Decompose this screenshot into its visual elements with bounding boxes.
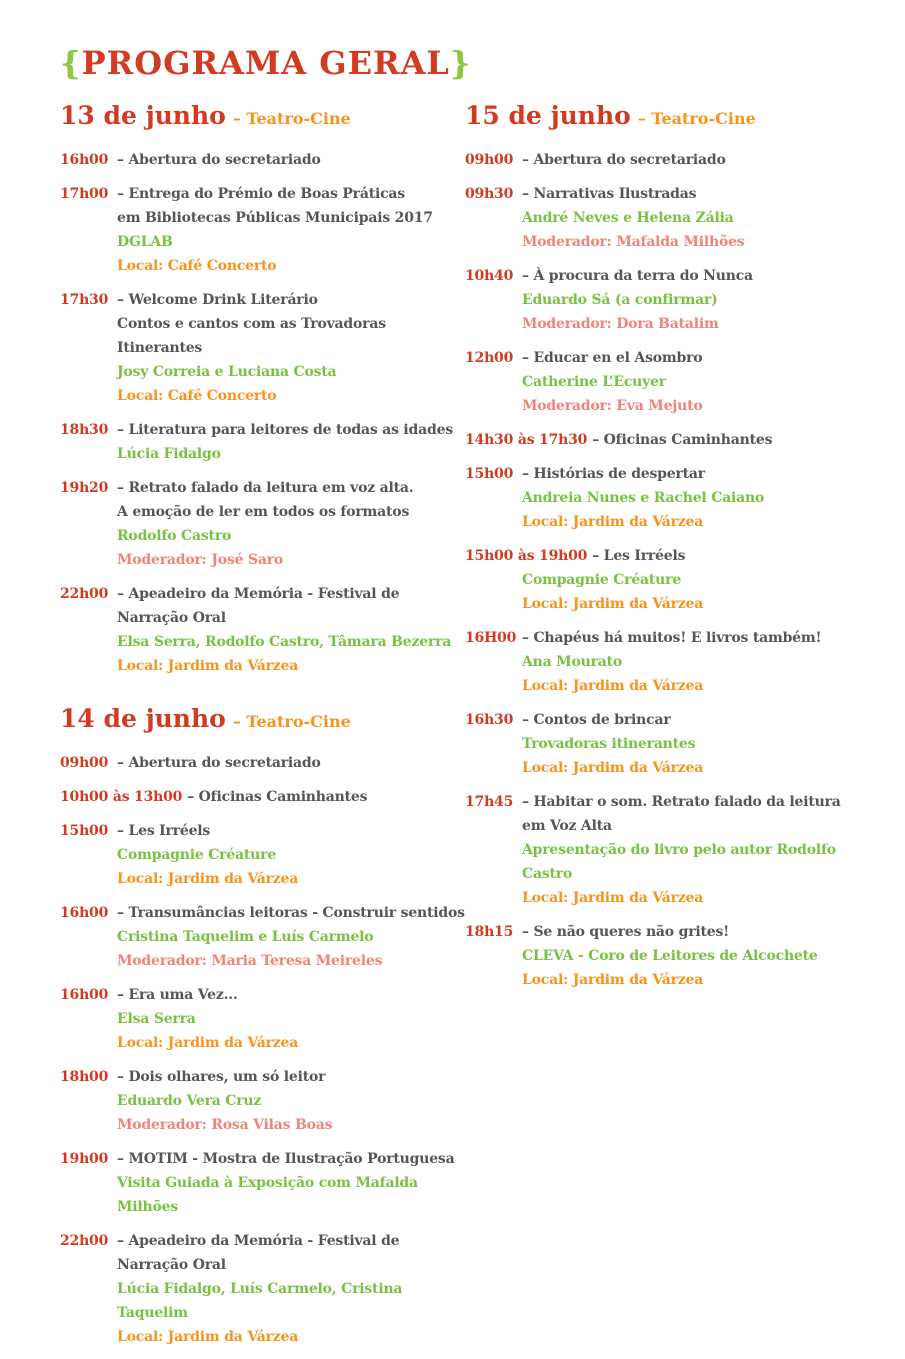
entry-line-text: Compagnie Créature [522,572,682,589]
entry-line [60,1229,465,1277]
entry-line [60,182,465,206]
entry-time: 12h00 [465,350,514,367]
brace-open: { [60,44,82,82]
entry-lines [465,428,885,452]
entry-lines [465,182,885,254]
entry-line [117,206,465,230]
entry-line-text: Rodolfo Castro [117,528,232,545]
schedule-entry [465,626,885,698]
entry-line [522,568,885,592]
entry-line [465,428,885,452]
day-venue: – Teatro-Cine [232,712,351,732]
entry-time: 22h00 [60,586,109,603]
entry-line [522,968,885,992]
entry-line [465,346,885,370]
entry-time: 16h00 [60,987,109,1004]
entry-line-text: Local: Jardim da Várzea [117,1035,299,1052]
entry-line [117,254,465,278]
entry-lines [465,708,885,780]
entry-line [117,843,465,867]
entry-time: 10h00 às 13h00 [60,789,183,806]
entry-line-text: Catherine L’Ecuyer [522,374,666,391]
entry-line [465,462,885,486]
entry-line-text: – MOTIM - Mostra de Ilustração Portuguesa [117,1151,455,1168]
entry-line [117,1277,465,1325]
schedule-entry [60,751,465,775]
entry-lines [60,983,465,1055]
entry-line-text: – Les Irréels [117,823,211,840]
entry-line-text: Local: Jardim da Várzea [117,658,299,675]
entry-line [522,288,885,312]
schedule-entry [465,264,885,336]
schedule-entry [60,418,465,466]
entry-time: 18h30 [60,422,109,439]
entry-line-text: Local: Jardim da Várzea [117,871,299,888]
entry-line [522,944,885,968]
entry-line [522,756,885,780]
day-date: 13 de junho [60,101,226,131]
entry-time: 16h30 [465,712,514,729]
entry-line [522,814,885,838]
entry-line-text: Local: Café Concerto [117,258,277,275]
entry-line-text: Cristina Taquelim e Luís Carmelo [117,929,374,946]
entry-line [60,476,465,500]
entry-lines [465,790,885,910]
entry-line-text: Josy Correia e Luciana Costa [117,364,337,381]
page-title [60,46,885,81]
schedule-entry [60,148,465,172]
entry-line-text: André Neves e Helena Zália [522,210,734,227]
entry-time: 18h00 [60,1069,109,1086]
entry-lines [60,582,465,678]
entry-line-text: Local: Jardim da Várzea [522,596,704,613]
schedule-entry [60,1229,465,1349]
entry-lines [60,901,465,973]
entry-time: 17h30 [60,292,109,309]
entry-time: 17h45 [465,794,514,811]
entry-line-text: Local: Café Concerto [117,388,277,405]
entry-line [117,1089,465,1113]
entry-lines [465,626,885,698]
brace-close: } [449,44,472,82]
day-venue: – Teatro-Cine [637,109,756,129]
entry-line [60,819,465,843]
entry-line-text: Trovadoras itinerantes [522,736,696,753]
entry-line-text: – Chapéus há muitos! E livros também! [522,630,822,647]
entry-line [117,1031,465,1055]
entry-list [60,148,465,678]
entry-line-text: Moderador: Maria Teresa Meireles [117,953,383,970]
entry-line-text: – À procura da terra do Nunca [522,268,753,285]
schedule-entry [465,346,885,418]
entry-line-text: Ana Mourato [522,654,623,671]
entry-line-text: – Habitar o som. Retrato falado da leitura [522,794,841,811]
entry-line-text: Moderador: Eva Mejuto [522,398,703,415]
day-date: 14 de junho [60,704,226,734]
entry-line-text: Local: Jardim da Várzea [522,760,704,777]
entry-time: 15h00 [60,823,109,840]
entry-line-text: Local: Jardim da Várzea [522,890,704,907]
schedule-entry [465,790,885,910]
schedule-entry [60,288,465,408]
entry-time: 15h00 [465,466,514,483]
entry-lines [60,1065,465,1137]
schedule-entry [465,148,885,172]
entry-lines [465,462,885,534]
schedule-entry [60,1147,465,1219]
entry-lines [465,148,885,172]
entry-line [522,370,885,394]
entry-line-text: Eduardo Vera Cruz [117,1093,262,1110]
entry-line [60,1065,465,1089]
entry-line-text: Lúcia Fidalgo, Luís Carmelo, Cristina Taquelim [117,1281,403,1322]
entry-line-text: – Era uma Vez... [117,987,238,1004]
entry-line-text: Visita Guiada à Exposição com Mafalda Milhões [117,1175,418,1216]
entry-line-text: – Les Irréels [592,548,686,565]
entry-line [117,630,465,654]
entry-lines [60,751,465,775]
schedule-column-left [60,101,465,1359]
schedule-entry [465,428,885,452]
entry-lines [60,182,465,278]
entry-line-text: Apresentação do livro pelo autor Rodolfo Castro [522,842,836,883]
entry-line [522,592,885,616]
entry-line-text: Elsa Serra, Rodolfo Castro, Tâmara Bezerra [117,634,452,651]
entry-line-text: em Bibliotecas Públicas Municipais 2017 [117,210,433,227]
entry-lines [465,544,885,616]
entry-list [465,148,885,992]
schedule-entry [60,785,465,809]
schedule-entry [60,182,465,278]
entry-line [117,442,465,466]
entry-line [522,674,885,698]
entry-line-text: Compagnie Créature [117,847,277,864]
schedule-entry [465,544,885,616]
entry-line [465,544,885,568]
entry-line-text: CLEVA - Coro de Leitores de Alcochete [522,948,818,965]
entry-line [522,510,885,534]
day-heading [60,704,465,734]
entry-time: 17h00 [60,186,109,203]
entry-line-text: Moderador: Rosa Vilas Boas [117,1117,333,1134]
schedule-entry [465,920,885,992]
entry-line [60,148,465,172]
entry-lines [465,346,885,418]
entry-line-text: Andreia Nunes e Rachel Caiano [522,490,765,507]
entry-line-text: Moderador: Dora Batalim [522,316,719,333]
entry-line [60,751,465,775]
entry-line [117,1113,465,1137]
day-section [465,101,885,992]
entry-line-text: Eduardo Sá (a confirmar) [522,292,718,309]
entry-line-text: – Apeadeiro da Memória - Festival de Narração Oral [117,1233,400,1274]
schedule-entry [60,901,465,973]
day-heading [60,101,465,131]
entry-line-text: Moderador: Mafalda Milhões [522,234,745,251]
entry-line [522,838,885,886]
entry-lines [60,476,465,572]
entry-lines [465,920,885,992]
entry-line-text: – Educar en el Asombro [522,350,703,367]
entry-line [465,182,885,206]
entry-line-text: – Entrega do Prémio de Boas Práticas [117,186,405,203]
entry-time: 10h40 [465,268,514,285]
entry-line-text: Local: Jardim da Várzea [522,678,704,695]
entry-line [117,312,465,360]
schedule-entry [60,1065,465,1137]
entry-line [522,230,885,254]
entry-lines [60,785,465,809]
day-heading [465,101,885,131]
entry-time: 16H00 [465,630,517,647]
entry-line-text: Moderador: José Saro [117,552,284,569]
day-date: 15 de junho [465,101,631,131]
day-section [60,704,465,1349]
entry-lines [465,264,885,336]
day-section [60,101,465,678]
entry-line-text: – Contos de brincar [522,712,671,729]
entry-line [522,206,885,230]
entry-time: 09h00 [60,755,109,772]
entry-line-text: – Abertura do secretariado [117,152,321,169]
entry-time: 09h30 [465,186,514,203]
entry-line-text: – Histórias de despertar [522,466,705,483]
entry-line-text: – Oficinas Caminhantes [592,432,773,449]
entry-line-text: – Literatura para leitores de todas as idades [117,422,453,439]
day-venue: – Teatro-Cine [232,109,351,129]
entry-time: 16h00 [60,905,109,922]
entry-line [522,312,885,336]
entry-line-text: – Abertura do secretariado [117,755,321,772]
schedule-entry [60,476,465,572]
entry-time: 22h00 [60,1233,109,1250]
entry-time: 15h00 às 19h00 [465,548,588,565]
schedule-entry [465,182,885,254]
entry-line-text: – Oficinas Caminhantes [187,789,368,806]
entry-line [117,384,465,408]
schedule-entry [465,462,885,534]
entry-line [117,1171,465,1219]
entry-list [60,751,465,1349]
entry-line [465,708,885,732]
entry-line-text: – Narrativas Ilustradas [522,186,697,203]
entry-line-text: – Se não queres não grites! [522,924,730,941]
entry-lines [60,819,465,891]
entry-line [117,230,465,254]
entry-line-text: DGLAB [117,234,173,251]
entry-time: 16h00 [60,152,109,169]
entry-time: 18h15 [465,924,514,941]
entry-lines [60,288,465,408]
entry-line [117,360,465,384]
entry-line [465,790,885,814]
entry-line [117,925,465,949]
entry-lines [60,148,465,172]
entry-time: 14h30 às 17h30 [465,432,588,449]
entry-time: 19h00 [60,1151,109,1168]
entry-line-text: em Voz Alta [522,818,612,835]
entry-line-text: Contos e cantos com as Trovadoras Itinerantes [117,316,386,357]
entry-line [465,264,885,288]
entry-line [465,920,885,944]
schedule-entry [60,582,465,678]
entry-line [60,582,465,630]
entry-line [117,654,465,678]
entry-line [60,418,465,442]
entry-line [465,148,885,172]
entry-line [522,886,885,910]
entry-line [60,288,465,312]
entry-line-text: Elsa Serra [117,1011,196,1028]
entry-line-text: Local: Jardim da Várzea [522,514,704,531]
entry-line [117,949,465,973]
entry-line [117,1325,465,1349]
entry-line-text: – Abertura do secretariado [522,152,726,169]
entry-line-text: A emoção de ler em todos os formatos [117,504,410,521]
entry-line [522,650,885,674]
entry-time: 09h00 [465,152,514,169]
entry-lines [60,418,465,466]
entry-line [117,524,465,548]
entry-line [60,983,465,1007]
entry-lines [60,1147,465,1219]
entry-line [60,901,465,925]
entry-line [522,486,885,510]
entry-line [117,867,465,891]
entry-line-text: – Retrato falado da leitura em voz alta. [117,480,414,497]
entry-line-text: – Welcome Drink Literário [117,292,318,309]
schedule-entry [60,983,465,1055]
entry-line-text: – Dois olhares, um só leitor [117,1069,326,1086]
entry-line [60,785,465,809]
entry-line-text: – Transumâncias leitoras - Construir sentidos [117,905,465,922]
schedule-column-right [465,101,885,1002]
schedule-entry [60,819,465,891]
entry-line-text: Lúcia Fidalgo [117,446,221,463]
entry-line-text: – Apeadeiro da Memória - Festival de Narração Oral [117,586,400,627]
entry-line [117,1007,465,1031]
entry-line [522,394,885,418]
entry-line-text: Local: Jardim da Várzea [522,972,704,989]
entry-time: 19h20 [60,480,109,497]
schedule-columns [60,101,885,1359]
entry-line [117,548,465,572]
entry-lines [60,1229,465,1349]
entry-line [465,626,885,650]
entry-line [522,732,885,756]
entry-line [60,1147,465,1171]
entry-line-text: Local: Jardim da Várzea [117,1329,299,1346]
page-title-text: PROGRAMA GERAL [81,44,450,82]
schedule-entry [465,708,885,780]
entry-line [117,500,465,524]
